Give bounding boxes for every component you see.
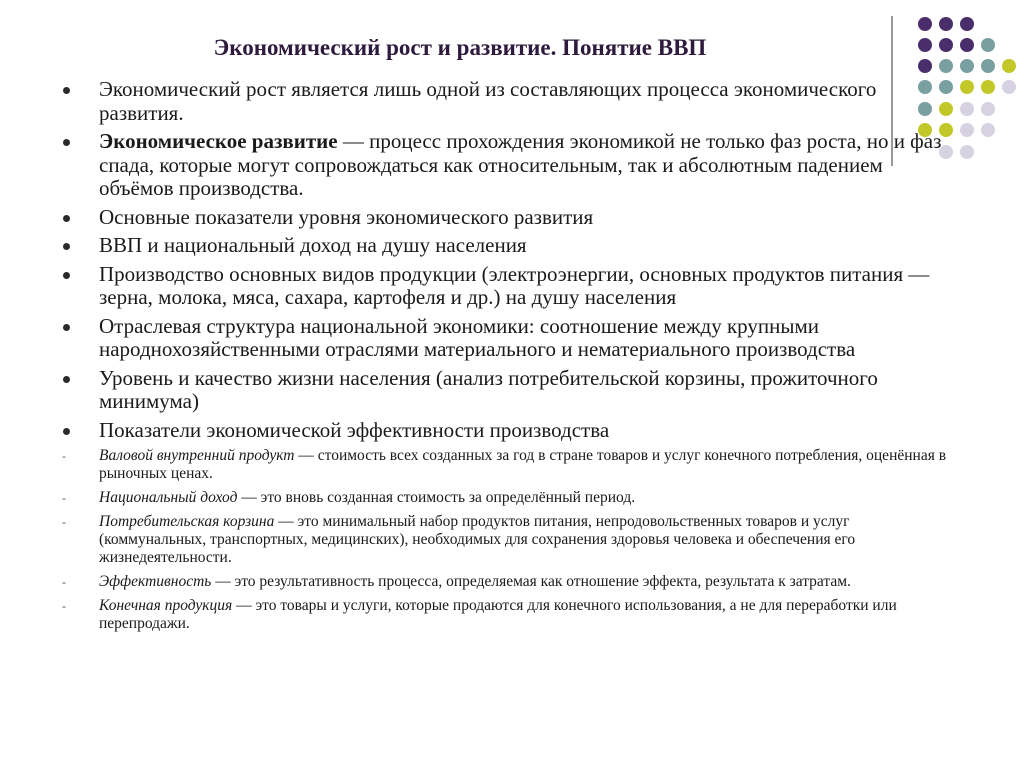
decorative-dot xyxy=(960,59,974,73)
bullet-text: Уровень и качество жизни населения (анализ потребительской корзины, прожиточного минимума) xyxy=(99,365,878,413)
decorative-dot xyxy=(981,102,995,116)
bullet-item xyxy=(60,206,960,230)
definition-term: Эффективность xyxy=(99,573,212,590)
bullet-item xyxy=(60,367,960,414)
definition-item xyxy=(60,597,960,633)
decorative-dot xyxy=(981,38,995,52)
bullet-item xyxy=(60,315,960,362)
decorative-dot xyxy=(960,145,974,159)
bullet-marker xyxy=(63,428,70,435)
decorative-dot xyxy=(939,59,953,73)
decorative-dot xyxy=(960,17,974,31)
bullet-marker xyxy=(63,243,70,250)
definition-text: — это товары и услуги, которые продаются для конечного использования, а не для переработки или перепродажи. xyxy=(99,597,897,632)
bullet-text: Производство основных видов продукции (электроэнергии, основных продуктов питания — зерна, молока, мяса, сахара, картофеля и др.) на душу населения xyxy=(99,261,930,309)
definition-text: — это вновь созданная стоимость за определённый период. xyxy=(237,489,636,506)
bullet-marker xyxy=(63,376,70,383)
bullet-item xyxy=(60,419,960,443)
slide-title: Экономический рост и развитие. Понятие ВВП xyxy=(213,35,707,60)
definition-marker: - xyxy=(62,575,66,589)
definition-item xyxy=(60,573,960,591)
definition-text: — это минимальный набор продуктов питания, непродовольственных товаров и услуг (коммунальных, транспортных, медицинских), необходимых для сохранения здоровья человека и обеспечения его жизнедеятельности. xyxy=(99,513,856,566)
decorative-dot xyxy=(1002,59,1016,73)
bullet-text: — процесс прохождения экономикой не только фаз роста, но и фаз спада, которые могут сопровождаться как относительным, так и абсолютным падением объёмов производства. xyxy=(99,129,942,200)
bullet-item xyxy=(60,130,960,201)
bullet-lead-term: Экономическое развитие xyxy=(99,129,338,153)
decorative-dot xyxy=(981,123,995,137)
decorative-dot xyxy=(918,38,932,52)
definition-marker: - xyxy=(62,515,66,529)
bullet-marker xyxy=(63,324,70,331)
definition-text: — это результативность процесса, определяемая как отношение эффекта, результата к затратам. xyxy=(211,573,851,590)
bullet-item xyxy=(60,78,960,125)
decorative-dot xyxy=(918,17,932,31)
definition-marker: - xyxy=(62,599,66,613)
decorative-dot xyxy=(918,59,932,73)
definition-marker: - xyxy=(62,449,66,463)
bullet-marker xyxy=(63,139,70,146)
decorative-dot xyxy=(981,80,995,94)
decorative-dot xyxy=(960,80,974,94)
bullet-marker xyxy=(63,87,70,94)
definition-term: Потребительская корзина xyxy=(99,513,275,530)
bullet-text: Основные показатели уровня экономического развития xyxy=(99,204,594,229)
bullet-marker xyxy=(63,215,70,222)
bullet-text: Экономический рост является лишь одной из составляющих процесса экономического развития. xyxy=(99,77,877,125)
definition-text: — стоимость всех созданных за год в стране товаров и услуг конечного потребления, оценённая в рыночных ценах. xyxy=(99,447,947,482)
bullet-text: Показатели экономической эффективности производства xyxy=(99,417,610,442)
decorative-dot xyxy=(939,38,953,52)
decorative-dot xyxy=(960,102,974,116)
bullet-item xyxy=(60,234,960,258)
bullet-marker xyxy=(63,272,70,279)
definition-marker: - xyxy=(62,491,66,505)
slide-content xyxy=(60,78,960,639)
decorative-dot xyxy=(960,123,974,137)
definition-term: Конечная продукция xyxy=(99,597,233,614)
definition-item xyxy=(60,489,960,507)
bullet-text: Отраслевая структура национальной экономики: соотношение между крупными народнохозяйственными отраслями материального и нематериального производства xyxy=(99,313,856,361)
definition-item xyxy=(60,447,960,483)
decorative-dot xyxy=(939,17,953,31)
bullet-item xyxy=(60,263,960,310)
decorative-dot xyxy=(981,59,995,73)
definition-item xyxy=(60,513,960,567)
decorative-dot xyxy=(1002,80,1016,94)
decorative-dot xyxy=(960,38,974,52)
definition-term: Валовой внутренний продукт xyxy=(99,447,295,464)
bullet-text: ВВП и национальный доход на душу населения xyxy=(99,233,527,257)
definition-term: Национальный доход xyxy=(99,489,238,506)
